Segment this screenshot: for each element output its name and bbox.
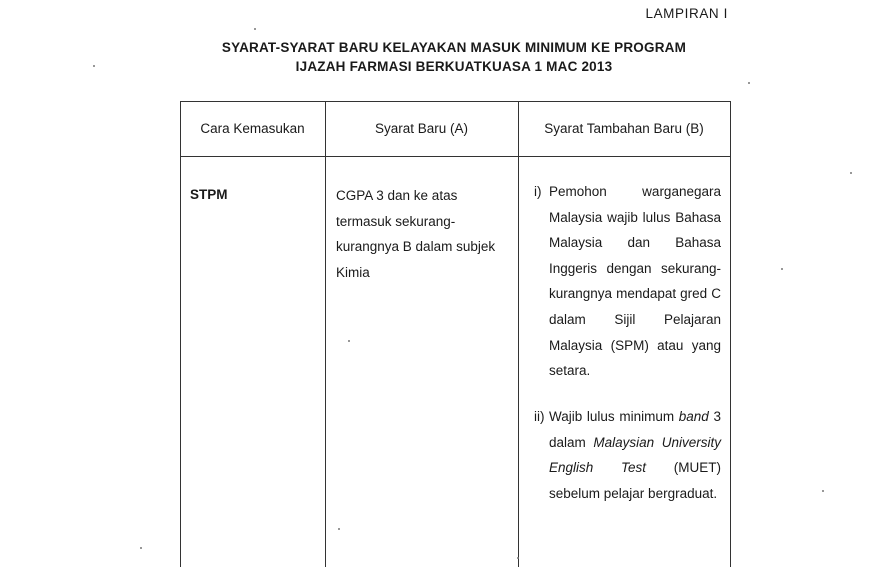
header-bottom-border [180,156,731,157]
list-item-text: Pemohon warganegara Malaysia wajib lulus Bahasa Malaysia dan Bahasa Inggeris dengan sekurang-kurangnya mendapat gred C dalam Sijil Pelajaran Malaysia (SPM) atau yang setara. [549,184,721,379]
muet-prefix: Wajib lulus minimum [549,409,675,424]
muet-band-italic: band [678,409,709,424]
scan-speck [850,172,852,174]
column-divider-2 [518,101,519,567]
scan-speck [254,28,256,30]
scan-speck [781,268,783,270]
list-item-text [549,404,721,506]
title-line-1: SYARAT-SYARAT BARU KELAYAKAN MASUK MINIMUM KE PROGRAM [221,40,687,55]
lampiran-label: LAMPIRAN I [645,6,728,21]
scan-speck [748,82,750,84]
scan-speck [517,557,519,559]
list-item [534,404,721,506]
scan-speck [348,340,350,342]
cell-cara-kemasukan: STPM [190,187,228,202]
scan-speck [140,547,142,549]
list-item-number: ii) [534,409,545,424]
document-title [0,38,872,76]
list-item [534,179,721,384]
muet-middle: 3 dalam [549,409,721,450]
column-divider-1 [325,101,326,567]
header-syarat-baru: Syarat Baru (A) [374,121,469,136]
header-syarat-tambahan: Syarat Tambahan Baru (B) [544,121,704,136]
scan-speck [822,490,824,492]
requirements-table [180,101,731,567]
scan-speck [338,528,340,530]
scan-speck [93,65,95,67]
cell-syarat-baru: CGPA 3 dan ke atas termasuk sekurang-kurangnya B dalam subjek Kimia [336,188,496,280]
table-top-border [180,101,731,102]
muet-suffix: (MUET) sebelum pelajar bergraduat. [549,460,721,501]
header-cara-kemasukan: Cara Kemasukan [200,121,305,136]
list-item-number: i) [534,184,542,199]
title-line-2: IJAZAH FARMASI BERKUATKUASA 1 MAC 2013 [295,59,613,74]
table-left-border [180,101,181,567]
table-right-border [730,101,731,567]
muet-test-name-italic: Malaysian University English Test [549,434,721,476]
